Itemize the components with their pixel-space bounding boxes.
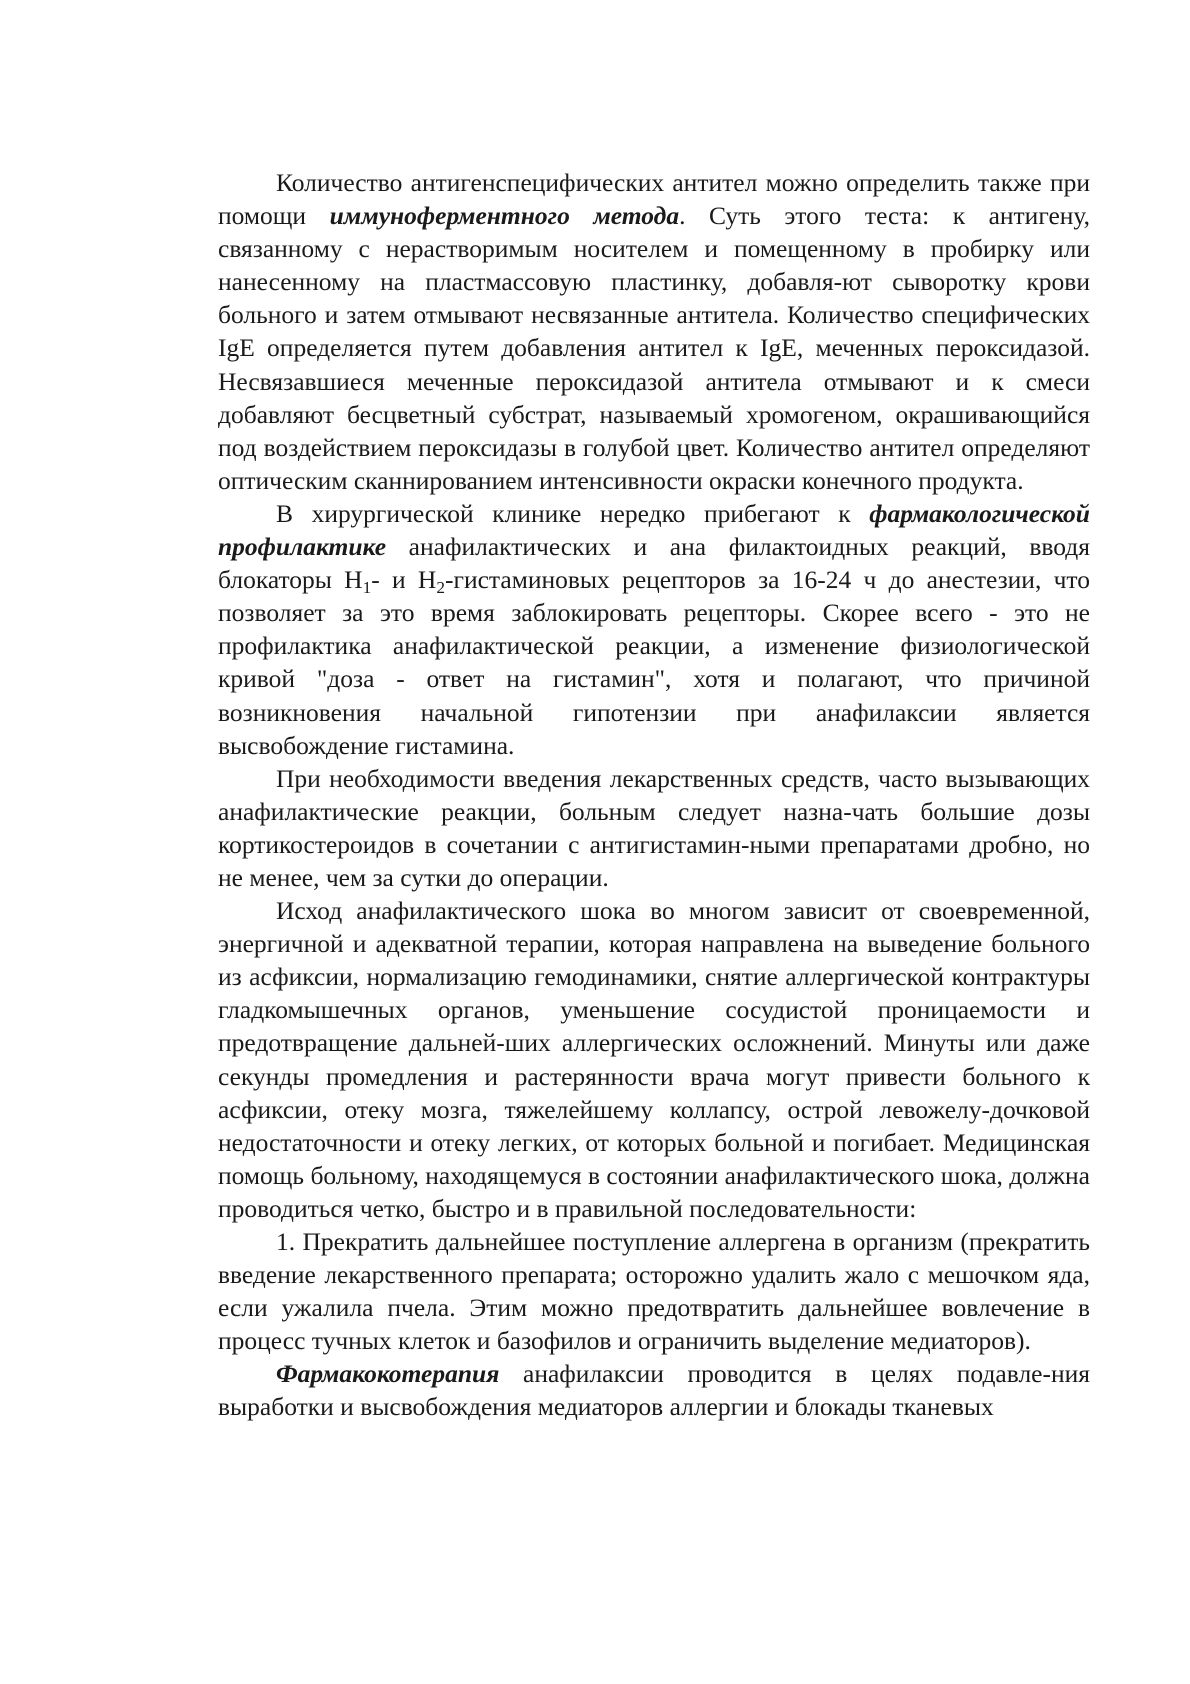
paragraph-text: Количество антигенспецифических антител можно определить также при помощи: [218, 168, 1090, 231]
paragraph-text: . Суть этого теста: к антигену, связанному с нерастворимым носителем и помещенному в пробирку или нанесенному на пластмассовую пластинку, добавля-ют сыворотку крови больного и затем отмывают несвязанные антитела. Количество специфических IgE определяется путем добавления антител к IgE, меченных пероксидазой. Несвязавшиеся меченные пероксидазой антитела отмывают и к смеси добавляют бесцветный субстрат, называемый хромогеном, окрашивающийся под воздействием пероксидазы в голубой цвет. Количество антител определяют оптическим сканнированием интенсивности окраски конечного продукта.: [218, 201, 1090, 495]
paragraph-elisa: [218, 166, 1090, 497]
paragraph-text: 1. Прекратить дальнейшее поступление аллергена в организм (прекратить введение лекарственного препарата; осторожно удалить жало с мешочком яда, если ужалила пчела. Этим можно предотвратить дальнейшее вовлечение в процесс тучных клеток и базофилов и ограничить выделение медиаторов).: [218, 1227, 1090, 1356]
paragraph-text: анафилактических и ана филактоидных реакций, вводя блокаторы H: [218, 532, 1090, 595]
subscript: 2: [436, 578, 446, 598]
paragraph-text: -гистаминовых рецепторов за 16-24 ч до анестезии, что позволяет за это время заблокировать рецепторы. Скорее всего - это не профилактика анафилактической реакции, а изменение физиологической кривой "доза - ответ на гистамин", хотя и полагают, что причиной возникновения начальной гипотензии при анафилаксии является высвобождение гистамина.: [218, 565, 1090, 760]
paragraph-shock-outcome: [218, 894, 1090, 1225]
paragraph-corticosteroids: [218, 762, 1090, 894]
paragraph-text: Исход анафилактического шока во многом зависит от своевременной, энергичной и адекватной терапии, которая направлена на выведение больного из асфиксии, нормализацию гемодинамики, снятие аллергической контрактуры гладкомышечных органов, уменьшение сосудистой проницаемости и предотвращение дальней-ших аллергических осложнений. Минуты или даже секунды промедления и растерянности врача могут привести больного к асфиксии, отеку мозга, тяжелейшему коллапсу, острой левожелу-дочковой недостаточности и отеку легких, от которых больной и погибает. Медицинская помощь больному, находящемуся в состоянии анафилактического шока, должна проводиться четко, быстро и в правильной последовательности:: [218, 896, 1090, 1223]
paragraph-text: - и H: [371, 565, 437, 595]
paragraph-text: анафилаксии проводится в целях подавле-ния выработки и высвобождения медиаторов аллергии и блокады тканевых: [218, 1359, 1090, 1422]
paragraph-text: При необходимости введения лекарственных средств, часто вызывающих анафилактические реакции, больным следует назна-чать большие дозы кортикостероидов в сочетании с антигистамин-ными препаратами дробно, но не менее, чем за сутки до операции.: [218, 763, 1090, 892]
paragraph-step-1: [218, 1225, 1090, 1357]
document-page: [218, 166, 1090, 1424]
paragraph-pharmacotherapy: [218, 1357, 1090, 1423]
subscript: 1: [362, 578, 372, 598]
emphasis-term: Фармакокотерапия: [276, 1359, 500, 1389]
paragraph-prophylaxis: [218, 497, 1090, 762]
emphasis-term: иммуноферментного метода: [329, 201, 680, 231]
emphasis-term: фармакологической профилактике: [218, 498, 1090, 562]
paragraph-text: В хирургической клинике нередко прибегают к: [276, 498, 870, 528]
